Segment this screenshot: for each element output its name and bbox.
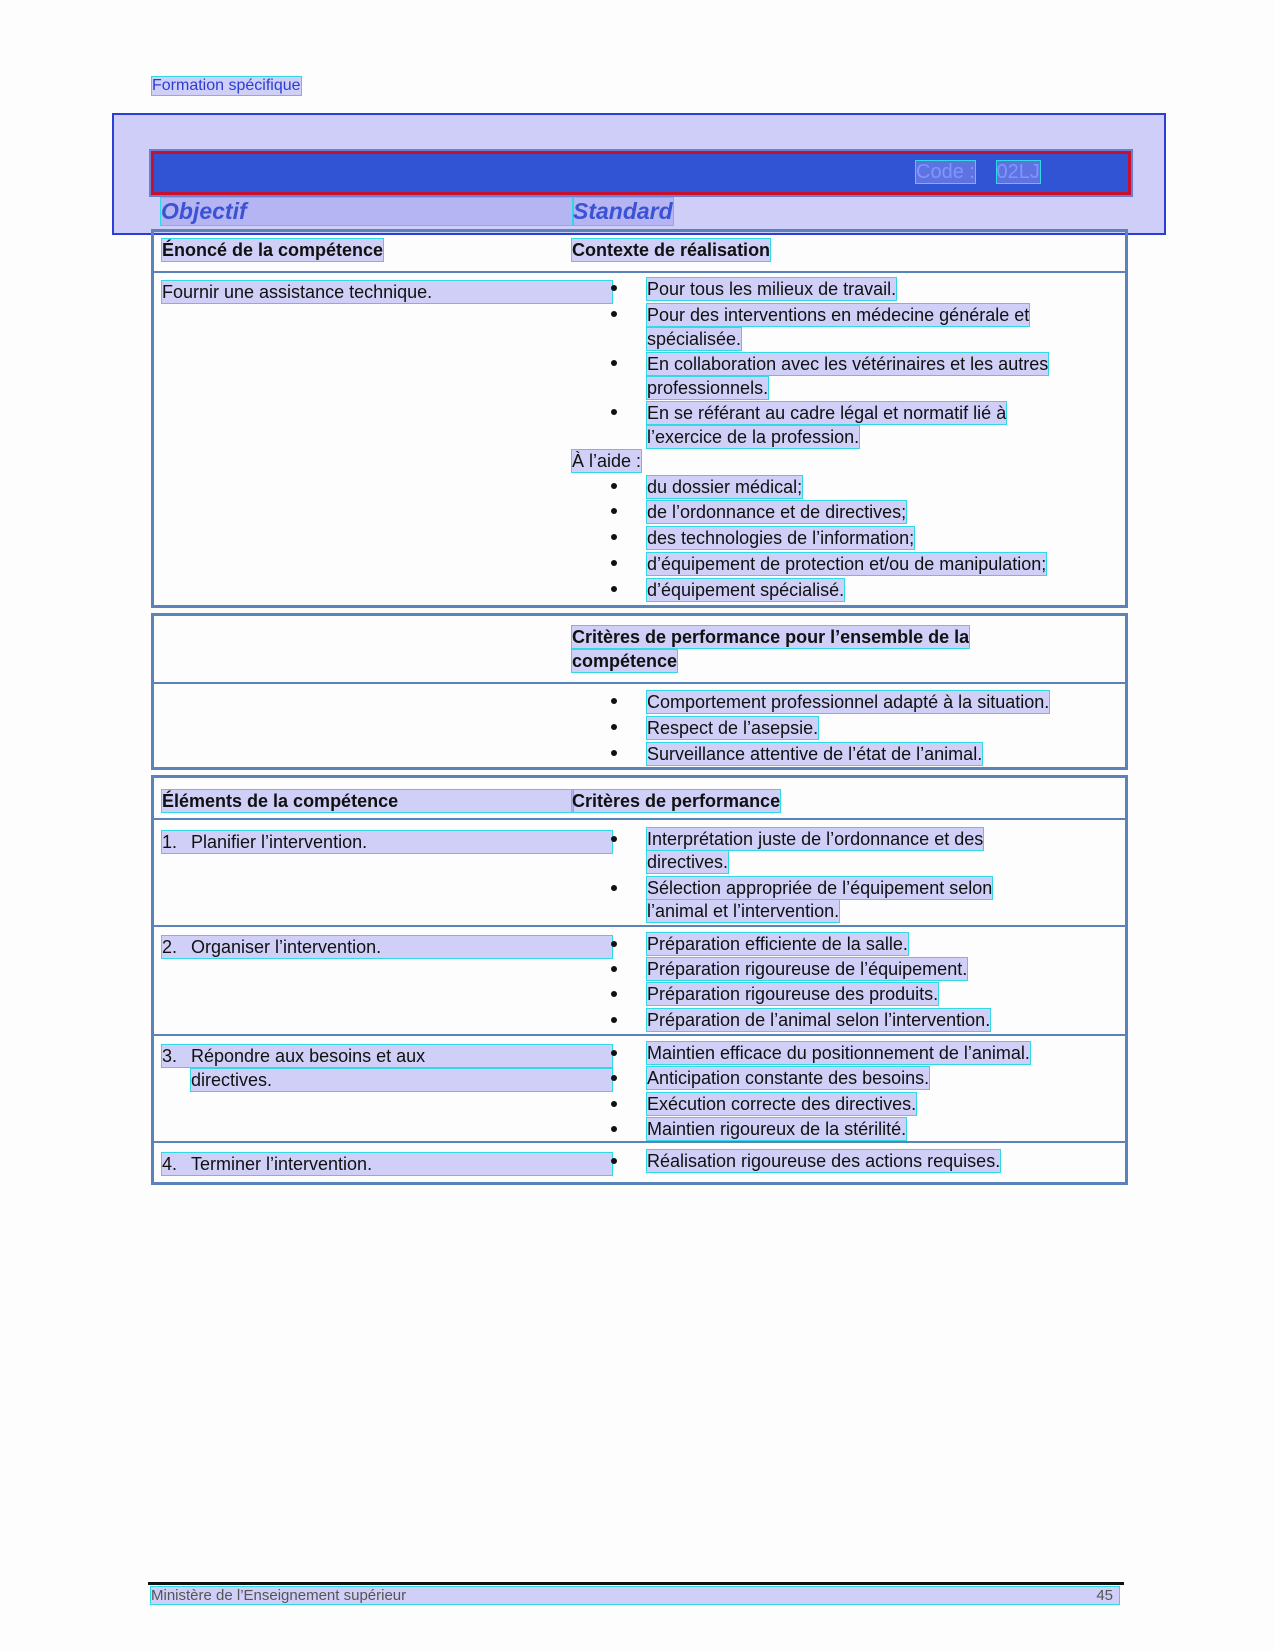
standard-label: Standard bbox=[573, 198, 673, 224]
competency-statement: Fournir une assistance technique. bbox=[162, 281, 612, 303]
criterion-item: Préparation efficiente de la salle. bbox=[647, 934, 908, 954]
bullet bbox=[611, 311, 617, 317]
col-header-criteres: Critères de performance bbox=[572, 791, 781, 811]
bullet bbox=[611, 750, 617, 756]
aide-label: À l’aide : bbox=[572, 451, 642, 471]
criterion-item: Respect de l’asepsie. bbox=[647, 718, 819, 738]
bullet bbox=[611, 360, 617, 366]
criterion-item: Préparation rigoureuse de l’équipement. bbox=[647, 959, 968, 979]
element-label: Répondre aux besoins et aux bbox=[191, 1046, 426, 1066]
bullet bbox=[611, 409, 617, 415]
row-divider bbox=[151, 1141, 1126, 1143]
aide-item: du dossier médical; bbox=[647, 477, 803, 497]
bullet bbox=[611, 534, 617, 540]
bullet bbox=[611, 586, 617, 592]
bullet bbox=[611, 483, 617, 489]
context-item-continued: spécialisée. bbox=[647, 329, 742, 349]
code-label-group bbox=[916, 161, 1040, 184]
table-divider bbox=[151, 818, 1126, 820]
bullet bbox=[611, 508, 617, 514]
element-label: Planifier l’intervention. bbox=[191, 832, 368, 852]
col-header-contexte: Contexte de réalisation bbox=[572, 240, 771, 260]
aide-item: d’équipement de protection et/ou de manipulation; bbox=[647, 554, 1047, 574]
row-divider bbox=[151, 925, 1126, 927]
footer-bar bbox=[151, 1587, 1119, 1604]
criterion-item: Exécution correcte des directives. bbox=[647, 1094, 917, 1114]
criteres-ensemble-header: Critères de performance pour l’ensemble de la bbox=[572, 627, 970, 647]
bullet bbox=[611, 724, 617, 730]
bullet bbox=[611, 991, 617, 997]
col-header-elements: Éléments de la compétence bbox=[162, 790, 573, 812]
element-number: 3. bbox=[162, 1046, 178, 1066]
code-value: 02LJ bbox=[996, 161, 1040, 183]
criterion-item: Maintien rigoureux de la stérilité. bbox=[647, 1119, 907, 1139]
criterion-item: Préparation de l’animal selon l’intervention. bbox=[647, 1010, 991, 1030]
bullet bbox=[611, 885, 617, 891]
element-row-label bbox=[162, 1153, 612, 1175]
context-item: Pour des interventions en médecine générale et bbox=[647, 305, 1030, 325]
context-item: En se référant au cadre légal et normatif lié à bbox=[647, 403, 1007, 423]
criterion-item: Anticipation constante des besoins. bbox=[647, 1068, 930, 1088]
criterion-item: Interprétation juste de l’ordonnance et des bbox=[647, 829, 984, 849]
element-row-label bbox=[162, 936, 612, 958]
bullet bbox=[611, 941, 617, 947]
bullet bbox=[611, 1017, 617, 1023]
bullet bbox=[611, 836, 617, 842]
row-divider bbox=[151, 1034, 1126, 1036]
aide-item: des technologies de l’information; bbox=[647, 528, 915, 548]
bullet bbox=[611, 1075, 617, 1081]
bullet bbox=[611, 285, 617, 291]
context-item: Pour tous les milieux de travail. bbox=[647, 279, 897, 299]
bullet bbox=[611, 1158, 617, 1164]
context-item-continued: l’exercice de la profession. bbox=[647, 427, 860, 447]
element-label: Terminer l’intervention. bbox=[191, 1154, 373, 1174]
criteres-ensemble-header-continued: compétence bbox=[572, 651, 678, 671]
criterion-item: Réalisation rigoureuse des actions requises. bbox=[647, 1151, 1001, 1171]
element-row-label bbox=[162, 1045, 612, 1067]
aide-item: de l’ordonnance et de directives; bbox=[647, 502, 907, 522]
criterion-item: Surveillance attentive de l’état de l’animal. bbox=[647, 744, 983, 764]
code-label: Code : bbox=[916, 161, 975, 183]
element-label-continued: directives. bbox=[191, 1069, 612, 1091]
bullet bbox=[611, 1101, 617, 1107]
table-divider bbox=[151, 271, 1126, 273]
page-number: 45 bbox=[1096, 1587, 1113, 1604]
criterion-item: Sélection appropriée de l’équipement selon bbox=[647, 878, 993, 898]
element-number: 1. bbox=[162, 832, 178, 852]
table-divider bbox=[151, 682, 1126, 684]
bullet bbox=[611, 698, 617, 704]
footer-rule bbox=[148, 1582, 1124, 1585]
bullet bbox=[611, 1050, 617, 1056]
bullet bbox=[611, 560, 617, 566]
criterion-item-continued: l’animal et l’intervention. bbox=[647, 901, 840, 921]
criterion-item: Maintien efficace du positionnement de l’animal. bbox=[647, 1043, 1030, 1063]
aide-item: d’équipement spécialisé. bbox=[647, 580, 845, 600]
criterion-item-continued: directives. bbox=[647, 852, 729, 872]
footer-ministry: Ministère de l’Enseignement supérieur bbox=[151, 1587, 407, 1604]
context-item: En collaboration avec les vétérinaires et les autres bbox=[647, 354, 1049, 374]
element-number: 2. bbox=[162, 937, 178, 957]
section-title: Formation spécifique bbox=[152, 77, 301, 94]
bullet bbox=[611, 1126, 617, 1132]
criterion-item: Préparation rigoureuse des produits. bbox=[647, 984, 939, 1004]
element-number: 4. bbox=[162, 1154, 178, 1174]
context-item-continued: professionnels. bbox=[647, 378, 769, 398]
bullet bbox=[611, 966, 617, 972]
element-row-label bbox=[162, 831, 612, 853]
element-label: Organiser l’intervention. bbox=[191, 937, 382, 957]
criterion-item: Comportement professionnel adapté à la situation. bbox=[647, 692, 1050, 712]
col-header-enonce: Énoncé de la compétence bbox=[162, 240, 384, 260]
objectif-label: Objectif bbox=[161, 198, 573, 225]
